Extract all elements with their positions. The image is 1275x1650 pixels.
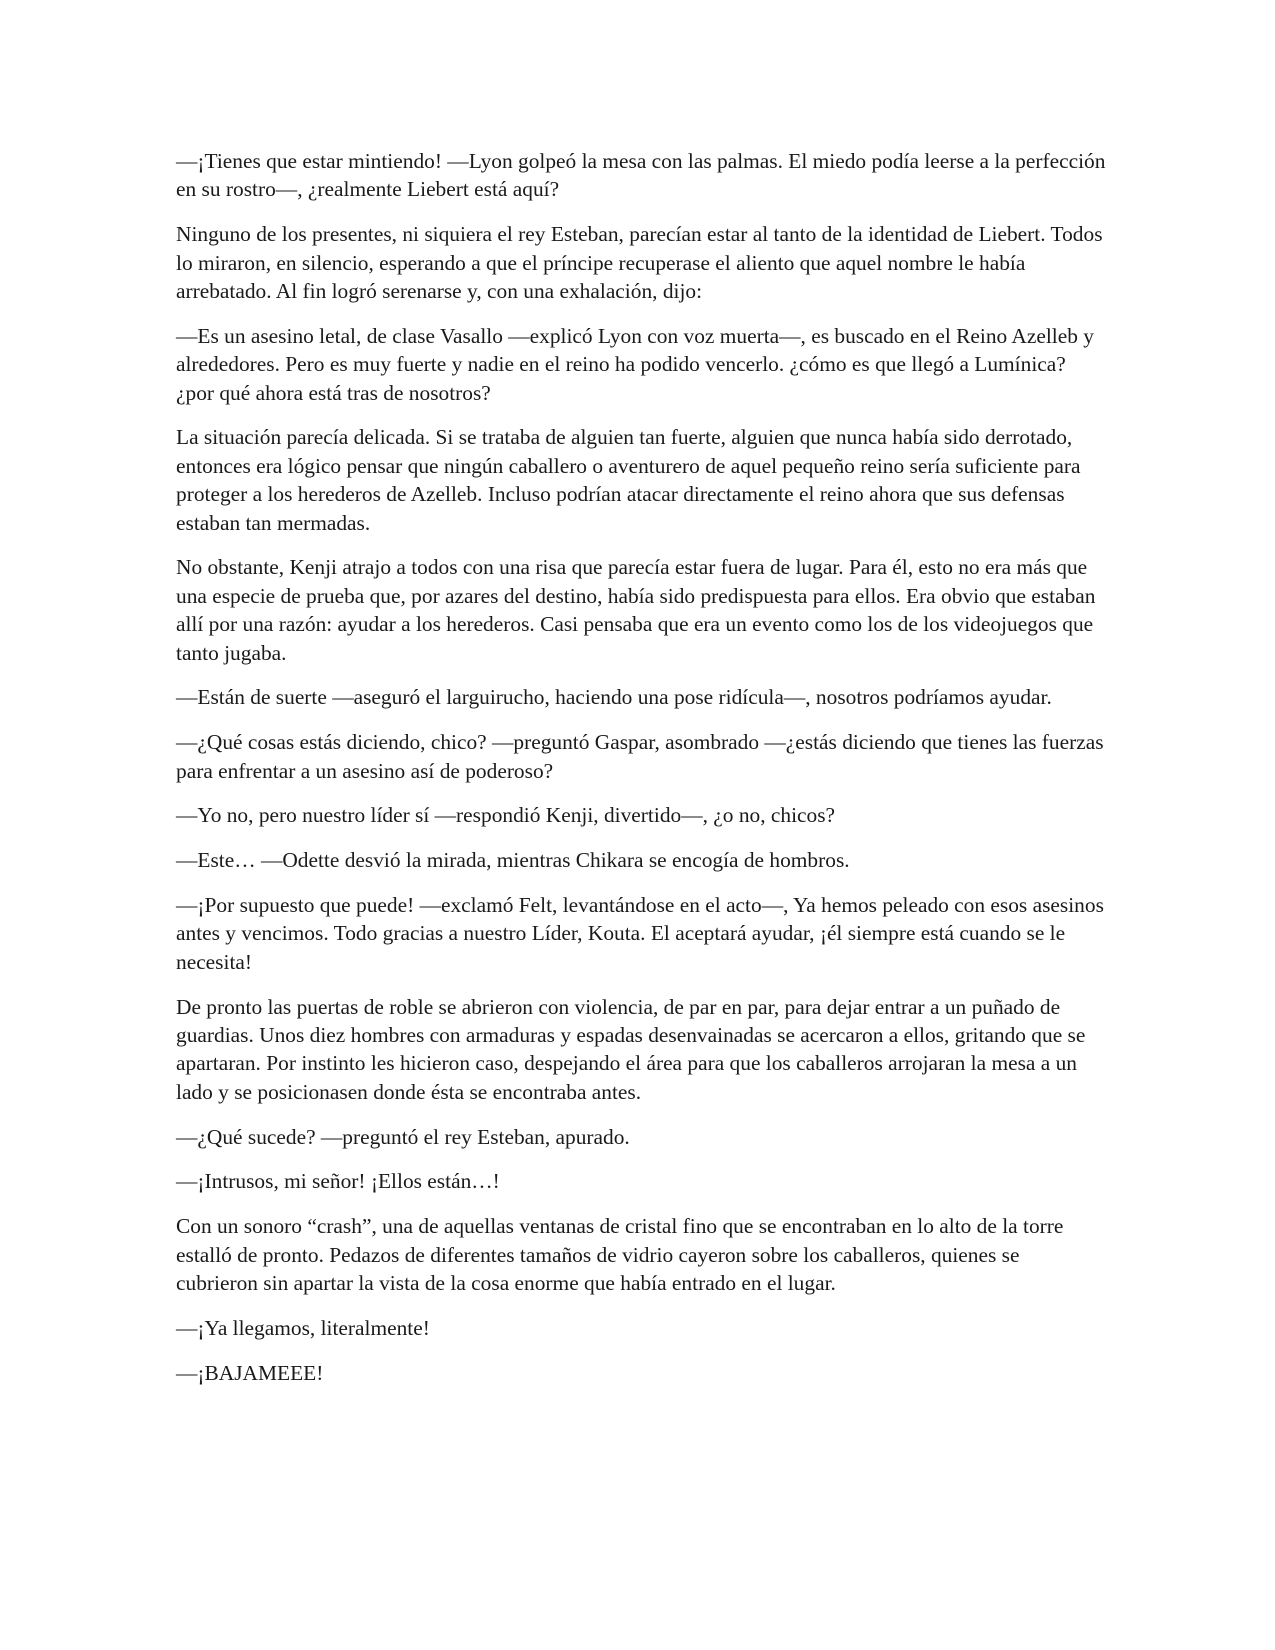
paragraph-3: —Es un asesino letal, de clase Vasallo —explicó Lyon con voz muerta—, es buscado en el Reino Azelleb y alrededores. Pero es muy fuerte y nadie en el reino ha podido vencerlo. ¿cómo es que llegó a Lumínica? ¿por qué ahora está tras de nosotros? bbox=[176, 323, 1094, 405]
paragraph-5: No obstante, Kenji atrajo a todos con una risa que parecía estar fuera de lugar. Para él, esto no era más que una especie de prueba que, por azares del destino, había sido predispuesta para ellos. Era obvio que estaban allí por una razón: ayudar a los herederos. Casi pensaba que era un evento como los de los videojuegos que tanto jugaba. bbox=[176, 555, 1096, 665]
paragraph-9: —Este… —Odette desvió la mirada, mientras Chikara se encogía de hombros. bbox=[176, 848, 850, 873]
paragraph-11: De pronto las puertas de roble se abrieron con violencia, de par en par, para dejar entrar a un puñado de guardias. Unos diez hombres con armaduras y espadas desenvainadas se acercaron a ellos, gritando que se apartaran. Por instinto les hicieron caso, despejando el área para que los caballeros arrojaran la mesa a un lado y se posicionasen donde ésta se encontraba antes. bbox=[176, 994, 1086, 1104]
paragraph-6: —Están de suerte —aseguró el larguirucho, haciendo una pose ridícula—, nosotros podríamos ayudar. bbox=[176, 685, 1052, 710]
paragraph-8: —Yo no, pero nuestro líder sí —respondió Kenji, divertido—, ¿o no, chicos? bbox=[176, 803, 836, 828]
paragraph-13: —¡Intrusos, mi señor! ¡Ellos están…! bbox=[176, 1169, 500, 1194]
paragraph-10: —¡Por supuesto que puede! —exclamó Felt, levantándose en el acto—, Ya hemos peleado con esos asesinos antes y vencimos. Todo gracias a nuestro Líder, Kouta. El aceptará ayudar, ¡él siempre está cuando se le necesita! bbox=[176, 893, 1104, 974]
paragraph-7: —¿Qué cosas estás diciendo, chico? —preguntó Gaspar, asombrado —¿estás diciendo que tienes las fuerzas para enfrentar a un asesino así de poderoso? bbox=[176, 730, 1104, 783]
body-text bbox=[176, 147, 1106, 1403]
paragraph-12: —¿Qué sucede? —preguntó el rey Esteban, apurado. bbox=[176, 1124, 630, 1149]
paragraph-14: Con un sonoro “crash”, una de aquellas ventanas de cristal fino que se encontraban en lo alto de la torre estalló de pronto. Pedazos de diferentes tamaños de vidrio cayeron sobre los caballeros, quienes se cubrieron sin apartar la vista de la cosa enorme que había entrado en el lugar. bbox=[176, 1214, 1064, 1296]
paragraph-4: La situación parecía delicada. Si se trataba de alguien tan fuerte, alguien que nunca había sido derrotado, entonces era lógico pensar que ningún caballero o aventurero de aquel pequeño reino sería suficiente para proteger a los herederos de Azelleb. Incluso podrían atacar directamente el reino ahora que sus defensas estaban tan mermadas. bbox=[176, 425, 1081, 535]
paragraph-16: —¡BAJAMEEE! bbox=[176, 1360, 324, 1385]
paragraph-2: Ninguno de los presentes, ni siquiera el rey Esteban, parecían estar al tanto de la identidad de Liebert. Todos lo miraron, en silencio, esperando a que el príncipe recuperase el aliento que aquel nombre le había arrebatado. Al fin logró serenarse y, con una exhalación, dijo: bbox=[176, 222, 1103, 304]
paragraph-1: —¡Tienes que estar mintiendo! —Lyon golpeó la mesa con las palmas. El miedo podía leerse a la perfección en su rostro—, ¿realmente Liebert está aquí? bbox=[176, 149, 1106, 202]
paragraph-15: —¡Ya llegamos, literalmente! bbox=[176, 1315, 430, 1340]
